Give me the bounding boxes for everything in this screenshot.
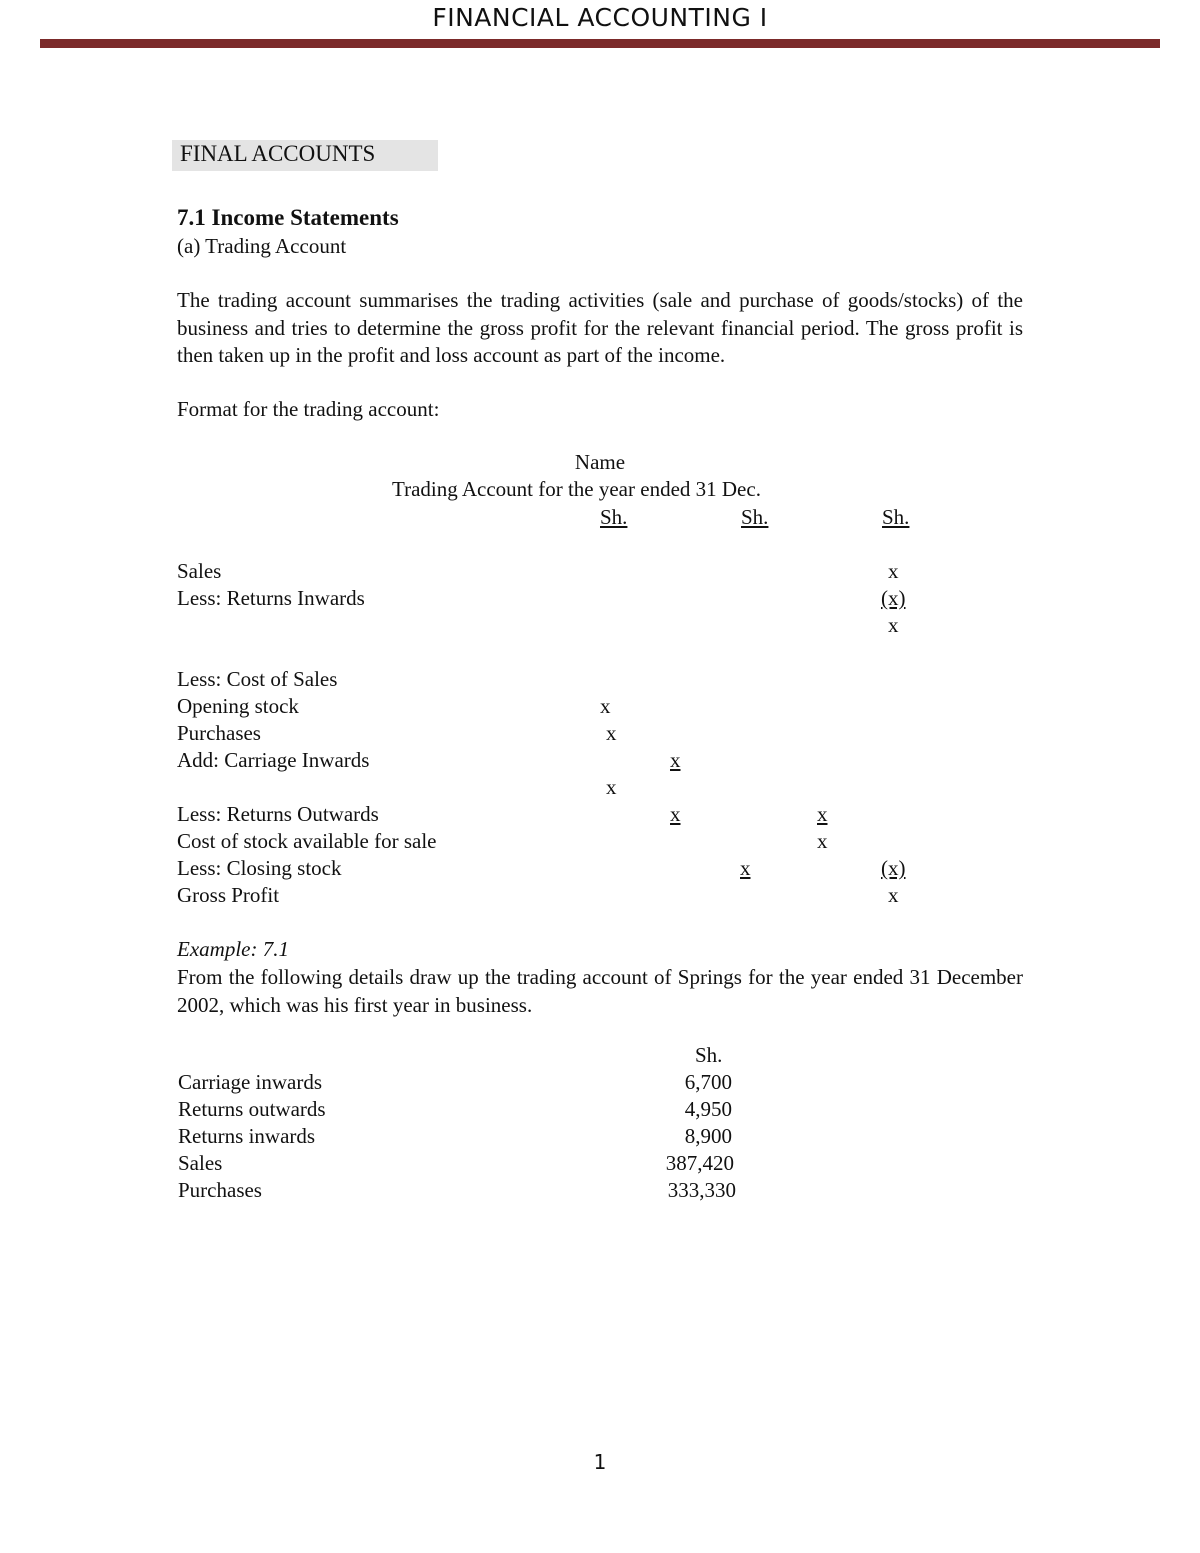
example-currency-header: Sh. bbox=[695, 1043, 723, 1067]
format-row-value: x bbox=[888, 883, 899, 907]
format-row-label: Add: Carriage Inwards bbox=[177, 748, 370, 772]
format-row-value: x bbox=[817, 829, 828, 853]
example-label: Example: 7.1 bbox=[177, 937, 289, 961]
format-row-value: x bbox=[888, 559, 899, 583]
format-title: Trading Account for the year ended 31 Dec. bbox=[392, 477, 761, 501]
format-row-value: x bbox=[888, 613, 899, 637]
format-row-label: Purchases bbox=[177, 721, 261, 745]
example-item-amount: 8,900 bbox=[684, 1124, 732, 1148]
example-item-amount: 333,330 bbox=[667, 1178, 736, 1202]
page-number: 1 bbox=[593, 1450, 607, 1474]
format-row-label: Less: Returns Outwards bbox=[177, 802, 379, 826]
format-row-value: x bbox=[606, 775, 617, 799]
section-subheading: (a) Trading Account bbox=[177, 234, 347, 258]
example-item-label: Sales bbox=[178, 1151, 223, 1175]
format-row-value: (x) bbox=[881, 586, 906, 610]
format-row-label: Less: Cost of Sales bbox=[177, 667, 338, 691]
format-row-value: x bbox=[817, 802, 828, 826]
format-row-label: Cost of stock available for sale bbox=[177, 829, 437, 853]
format-row-label: Gross Profit bbox=[177, 883, 280, 907]
format-row-value: x bbox=[740, 856, 751, 880]
page-header-title: FINANCIAL ACCOUNTING I bbox=[432, 3, 768, 32]
example-item-amount: 387,420 bbox=[665, 1151, 734, 1175]
example-item-label: Purchases bbox=[178, 1178, 262, 1202]
example-item-amount: 4,950 bbox=[684, 1097, 732, 1121]
format-intro: Format for the trading account: bbox=[177, 397, 440, 421]
intro-paragraph: The trading account summarises the trading activities (sale and purchase of goods/stocks) of the business and tries to determine the gross profit for the relevant financial period. The gross profit is then taken up in the profit and loss account as part of the income. bbox=[177, 288, 1023, 367]
example-text: From the following details draw up the trading account of Springs for the year ended 31 December 2002, which was his first year in business. bbox=[177, 965, 1023, 1017]
example-item-label: Returns inwards bbox=[178, 1124, 316, 1148]
format-row-label: Less: Closing stock bbox=[177, 856, 342, 880]
example-item-amount: 6,700 bbox=[684, 1070, 732, 1094]
format-row-value: x bbox=[606, 721, 617, 745]
format-row-value: x bbox=[670, 802, 681, 826]
format-row-value: x bbox=[600, 694, 611, 718]
section-heading: 7.1 Income Statements bbox=[177, 205, 399, 230]
format-row-label: Opening stock bbox=[177, 694, 299, 718]
example-item-label: Carriage inwards bbox=[178, 1070, 323, 1094]
format-name: Name bbox=[574, 450, 626, 474]
format-col-header-1: Sh. bbox=[600, 505, 628, 529]
chapter-title: FINAL ACCOUNTS bbox=[180, 141, 376, 166]
format-row-label: Sales bbox=[177, 559, 222, 583]
format-col-header-3: Sh. bbox=[882, 505, 910, 529]
format-row-label: Less: Returns Inwards bbox=[177, 586, 365, 610]
format-row-value: (x) bbox=[881, 856, 906, 880]
format-col-header-2: Sh. bbox=[741, 505, 769, 529]
format-row-value: x bbox=[670, 748, 681, 772]
header-rule bbox=[40, 39, 1160, 48]
example-item-label: Returns outwards bbox=[178, 1097, 326, 1121]
